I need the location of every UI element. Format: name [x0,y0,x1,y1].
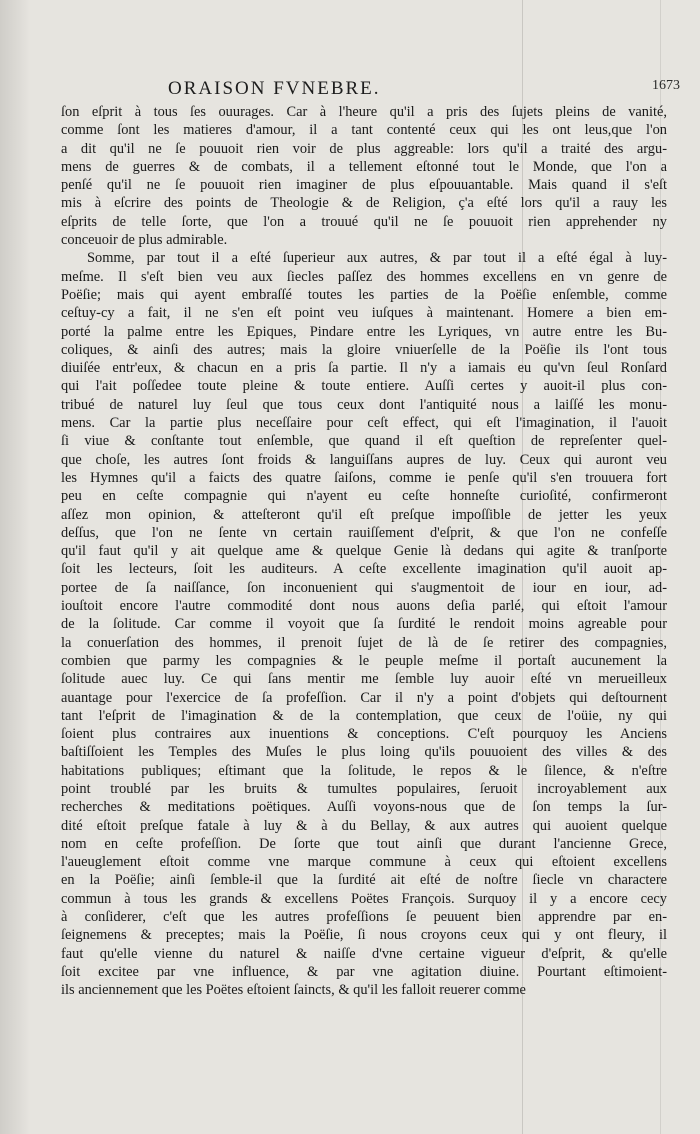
text-line: commun à tous les grands & excellens Poëtes François. Surquoy il y a encore cecy [61,890,667,907]
text-line: meſme. Il s'eſt bien veu aux ſiecles paſſez des hommes excellens en vn genre de [61,268,667,285]
text-line: point troublé par les bruits & tumultes populaires, ſeruoit incroyablement aux [61,780,667,797]
text-line: auantage pour l'exercice de ſa profeſſion. Car il n'y a point d'objets qui deſtournent [61,689,667,706]
text-line: qui l'ait poſſedee toute pleine & toute entiere. Auſſi certes y auoit-il plus con- [61,378,667,395]
text-line: ſon eſprit à tous ſes ouurages. Car à l'heure qu'il a pris des ſujets pleins de vanité, [61,104,667,120]
page-header [60,78,680,102]
text-line: peu en ceſte compagnie qui n'ayent eu ceſte honneſte curioſité, confirmeront [61,488,667,505]
text-line: les Hymnes qu'il a faicts des quatre ſaiſons, comme ie penſe qu'il s'en trouuera fort [61,469,667,486]
text-line: porté la palme entre les Epiques, Pindare entre les Lyriques, vn autre entre les Bu- [61,323,667,340]
text-line: en la Poëſie; ainſi ſemble-il que la ſurdité ait eſté de noſtre ſiecle vn charactere [61,872,667,889]
text-line: l'aueuglement eſtoit comme vne marque commune à ceux qui eſtoient excellens [61,854,667,871]
paragraph [61,103,667,249]
body-text [61,103,667,1000]
text-line: penſé qu'il ne ſe pouuoit rien imaginer de plus eſpouuantable. Mais quand il s'eſt [61,177,667,194]
text-line: qu'il faut qu'il y ait quelque ame & quelque Genie là dedans qui agite & tranſporte [61,543,667,560]
text-line: eſprits de telle ſorte, que l'on a trouué qu'il ne ſe pouuoit rien apprehender ny [61,213,667,230]
text-line: ſi viue & conſtante tout enſemble, que quand il eſt queſtion de repreſenter quel- [61,433,667,450]
text-line: diuiſée entr'eux, & chacun en a pris ſa partie. Il n'y a iamais eu qu'vn ſeul Ronſard [61,360,667,377]
text-line: ſolitude auec luy. Ce qui ſans mentir me ſemble luy auoir eſté vn merueilleux [61,671,667,688]
text-line: recherches & meditations poëtiques. Auſſi voyons-nous que de ſon temps la ſur- [61,799,667,816]
text-line: ſoient plus contraires aux inuentions & conceptions. C'eſt pourquoy les Anciens [61,726,667,743]
text-line: coliques, & ainſi des autres; mais la gloire vniuerſelle de la Poëſie ils l'ont tous [61,341,667,358]
text-line: faut qu'elle vienne du naturel & naiſſe d'vne certaine vigueur d'eſprit, & qu'elle [61,945,667,962]
text-line: nom en ceſte profeſſion. De ſorte que tout ainſi que durant l'ancienne Grece, [61,835,667,852]
text-line: ſoit excitee par vne influence, & par vne agitation diuine. Pourtant eſtimoient- [61,963,667,980]
text-line: aſſez mon opinion, & atteſteront qu'il eſt preſque impoſſible de jetter les yeux [61,506,667,523]
text-line: mens. Car la partie plus neceſſaire pour ceſt effect, qui eſt l'imagination, il l'auoit [61,415,667,432]
text-line: ſoit les lecteurs, ſoit les auditeurs. A ceſte excellente imagination qu'il auoit ap- [61,561,667,578]
text-line: Poëſie; mais qui ayent embraſſé toutes les parties de la Poëſie enſemble, comme [61,286,667,303]
text-line: à conſiderer, c'eſt que les autres profeſſions ſe peuuent bien apprendre par en- [61,909,667,926]
text-line: ceſtuy-cy a fait, il ne s'en eſt point veu iuſques à maintenant. Homere a bien em- [61,305,667,322]
text-line: ils anciennement que les Poëtes eſtoient ſaincts, & qu'il les falloit reuerer comme [61,982,526,999]
text-line: baſtiſſoient les Temples des Muſes le plus loing qu'ils pouuoient des villes & des [61,744,667,761]
text-line: la conuerſation des hommes, il prenoit ſujet de là de ſe retirer des compagnies, [61,634,667,651]
paragraph [61,249,667,999]
text-line: iouſtoit encore l'autre commodité dont nous auons deſia parlé, qui eſtoit l'amour [61,598,667,615]
text-line: comme ſont les matieres d'amour, il a tant contenté ceux qui les ont leus,que l'on [61,122,667,139]
text-line: portee de ſa naiſſance, ſon inconuenient qui s'augmentoit de iour en iour, ad- [61,579,667,596]
text-line: que choſe, les autres ſont froids & languiſſans aupres de luy. Ceux qui auront veu [61,451,667,468]
text-line: mens de guerres & de combats, il a tellement eſtonné tout le Monde, que l'on a [61,158,667,175]
text-line: de la ſolitude. Car comme il voyoit que ſa ſurdité le rendoit moins agreable pour [61,616,667,633]
text-line: tribué de naturel luy ſeul que tous ceux dont l'antiquité nous a laiſſé les monu- [61,396,667,413]
page-number: 1673 [652,78,680,93]
binding-gutter [0,0,30,1134]
text-line: ſeignemens & preceptes; mais la Poëſie, ſi nous croyons ceux qui y ont fleury, il [61,927,667,944]
text-line: a dit qu'il ne ſe pouuoit rien voir de plus aggreable: lors qu'il a traité des argu- [61,140,667,157]
running-title: ORAISON FVNEBRE. [168,78,381,99]
text-line: deſſus, que l'on ne ſente vn certain rauiſſement d'eſprit, & que l'on ne confeſſe [61,524,667,541]
text-line: tant l'eſprit de l'imagination & de la contemplation, que ceux de l'oüie, ny qui [61,707,667,724]
text-line: combien que parmy les compagnies & le peuple meſme il portaſt aucunement la [61,652,667,669]
text-line: dité eſtoit preſque fatale à luy & à du Bellay, & aux autres qui auoient quelque [61,817,667,834]
text-line: mis à eſcrire des points de Theologie & de Religion, ç'a eſté lors qu'il a rauy les [61,195,667,212]
text-line: Somme, par tout il a eſté ſuperieur aux autres, & par tout il a eſté égal à luy- [87,250,667,267]
text-line: habitations publiques; eſtimant que la ſolitude, le repos & le ſilence, & n'eſtre [61,762,667,779]
text-line: conceuoir de plus admirable. [61,232,228,249]
